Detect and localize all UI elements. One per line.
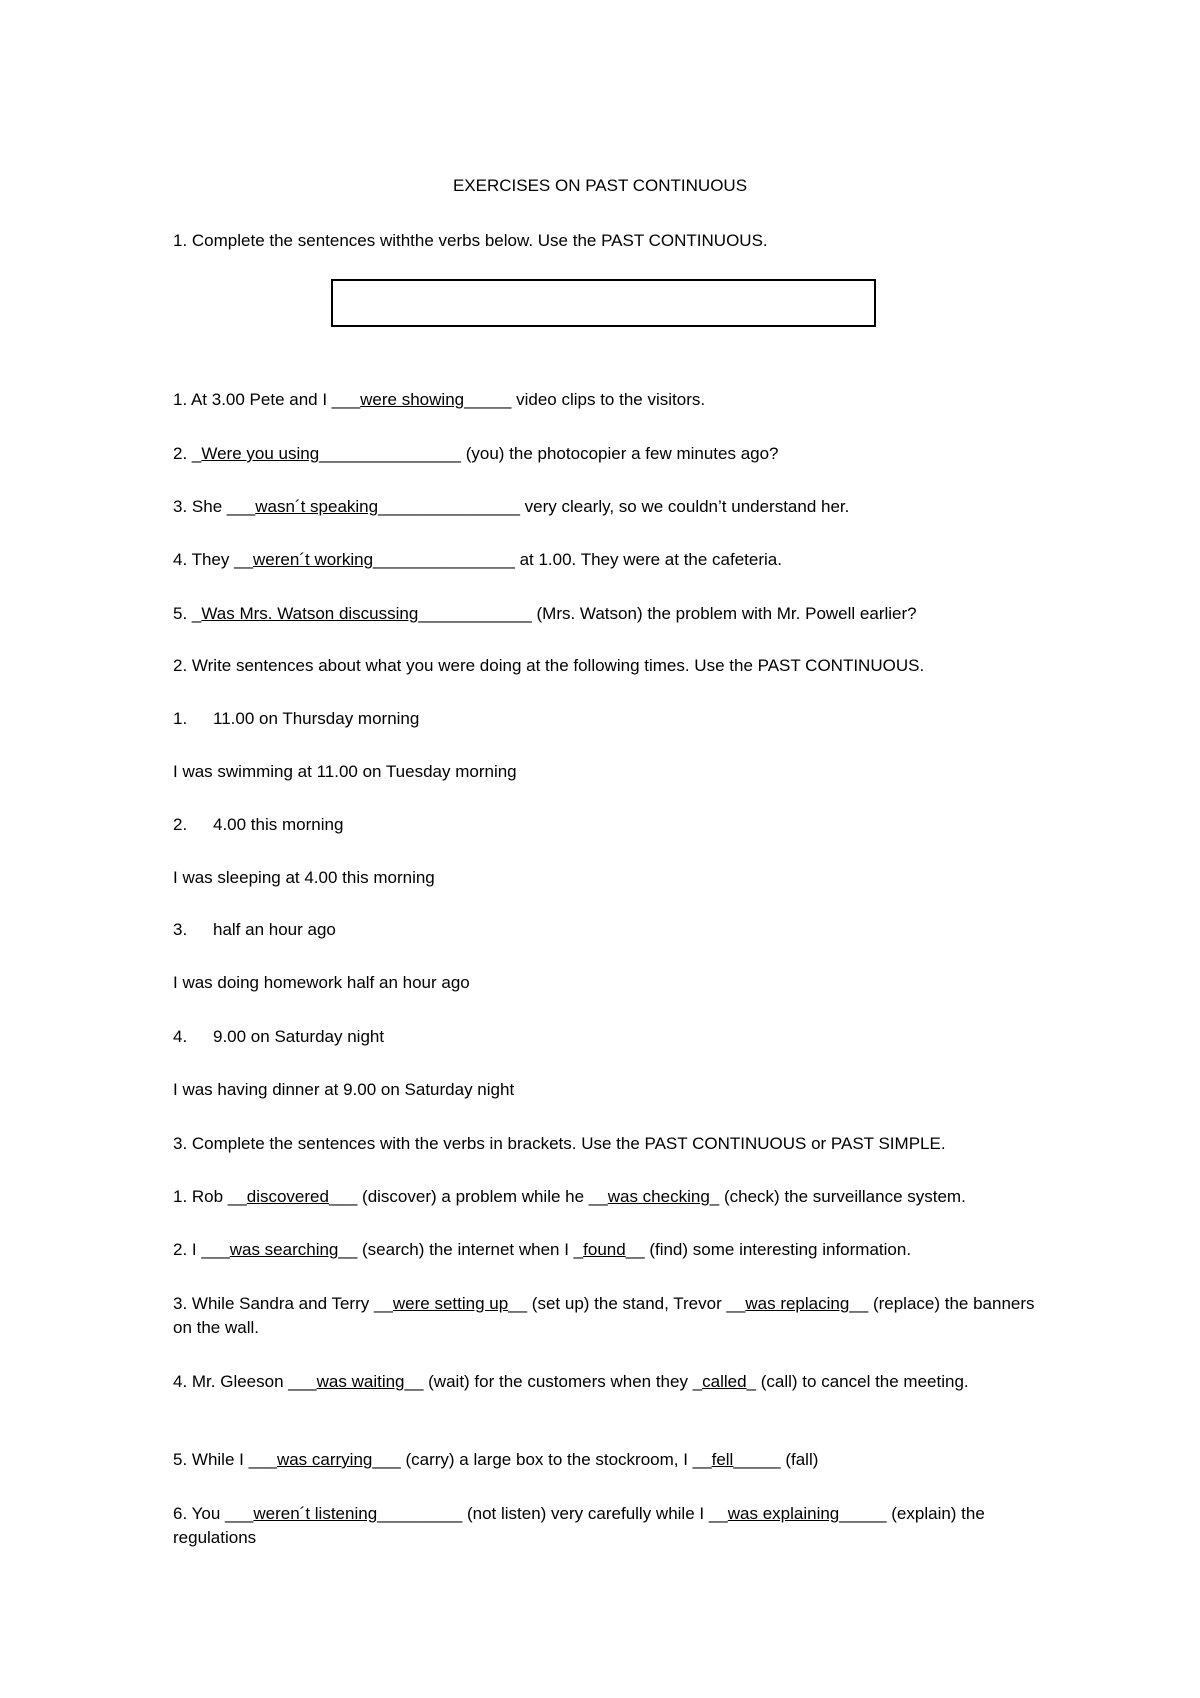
answer: was replacing <box>745 1294 850 1313</box>
answer: were setting up <box>392 1294 509 1313</box>
answer: was carrying <box>276 1450 373 1469</box>
s1-item-4: 4. They __weren´t working_______________ at 1.00. They were at the cafeteria. <box>173 550 782 569</box>
answer: was waiting <box>316 1372 405 1391</box>
answer: were showing <box>360 390 465 409</box>
s2-answer-2: I was sleeping at 4.00 this morning <box>173 868 435 887</box>
s3-item-1: 1. Rob __discovered___ (discover) a problem while he __was checking_ (check) the surveillance system. <box>173 1187 966 1206</box>
answer: was explaining <box>727 1504 840 1523</box>
s2-answer-4: I was having dinner at 9.00 on Saturday night <box>173 1080 515 1099</box>
answer: Were you using <box>201 444 320 463</box>
s3-item-4: 4. Mr. Gleeson ___was waiting__ (wait) for the customers when they _called_ (call) to cancel the meeting. <box>173 1372 969 1391</box>
s3-item-2: 2. I ___was searching__ (search) the internet when I _found__ (find) some interesting information. <box>173 1240 912 1259</box>
s1-item-5: 5. _Was Mrs. Watson discussing____________ (Mrs. Watson) the problem with Mr. Powell earlier? <box>173 604 917 623</box>
s2-prompt-3: 3. half an hour ago <box>173 920 336 939</box>
page-title: EXERCISES ON PAST CONTINUOUS <box>452 176 748 195</box>
s2-answer-1: I was swimming at 11.00 on Tuesday morning <box>173 762 517 781</box>
s2-prompt-4: 4. 9.00 on Saturday night <box>173 1027 385 1046</box>
s2-prompt-2: 2. 4.00 this morning <box>173 815 344 834</box>
answer: weren´t working <box>253 550 374 569</box>
answer: weren´t listening <box>253 1504 378 1523</box>
answer: discovered <box>246 1187 329 1206</box>
s1-item-2: 2. _Were you using_______________ (you) the photocopier a few minutes ago? <box>173 444 779 463</box>
s3-item-5: 5. While I ___was carrying___ (carry) a large box to the stockroom, I __fell_____ (fall) <box>173 1450 819 1469</box>
section-3-heading: 3. Complete the sentences with the verbs in brackets. Use the PAST CONTINUOUS or PAST SIMPLE. <box>173 1134 946 1153</box>
s1-item-1: 1. At 3.00 Pete and I ___were showing_____ video clips to the visitors. <box>173 390 706 409</box>
s3-item-6: 6. You ___weren´t listening_________ (not listen) very carefully while I __was explaining_____ (explain) the regulations <box>173 1504 985 1547</box>
answer: fell <box>711 1450 734 1469</box>
answer: was searching <box>229 1240 339 1259</box>
s1-item-3: 3. She ___wasn´t speaking_______________ very clearly, so we couldn’t understand her. <box>173 497 850 516</box>
section-2-heading: 2. Write sentences about what you were doing at the following times. Use the PAST CONTINUOUS. <box>173 656 925 675</box>
section-1-heading: 1. Complete the sentences withthe verbs below. Use the PAST CONTINUOUS. <box>173 231 768 250</box>
s2-prompt-1: 1. 11.00 on Thursday morning <box>173 709 420 728</box>
answer: called <box>702 1372 747 1391</box>
answer: Was Mrs. Watson discussing <box>201 604 419 623</box>
answer: was checking <box>607 1187 710 1206</box>
verb-box <box>331 279 876 327</box>
answer: found <box>583 1240 626 1259</box>
s2-answer-3: I was doing homework half an hour ago <box>173 973 470 992</box>
s3-item-3: 3. While Sandra and Terry __were setting up__ (set up) the stand, Trevor __was replacing__ (replace) the banners on the wall. <box>173 1294 1035 1337</box>
answer: wasn´t speaking <box>255 497 379 516</box>
